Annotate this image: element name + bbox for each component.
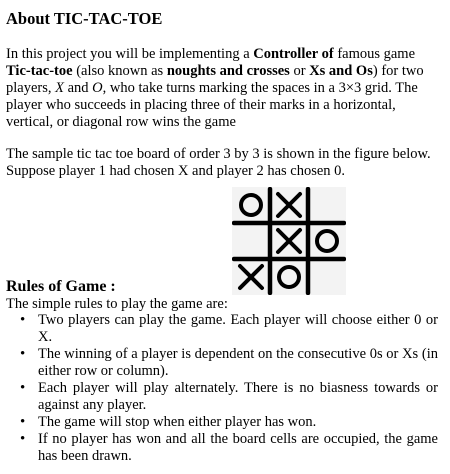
intro-text: or [289, 63, 310, 79]
page-title: About TIC-TAC-TOE [6, 9, 163, 28]
intro-text: , who take turns marking the spaces in a 3×3 grid. The player who succeeds in placing three of their marks in a horizontal, vertical, or diagonal row wins the game [6, 80, 418, 130]
sample-paragraph: The sample tic tac toe board of order 3 by 3 is shown in the figure below. Suppose player 1 had chosen X and player 2 has chosen 0. [6, 146, 431, 179]
intro-paragraph [6, 46, 436, 131]
intro-bold-alias-2: Xs and Os [309, 63, 373, 79]
intro-italic-x: X [55, 80, 64, 96]
list-item: • Each player will play alternately. There is no biasness towards or against any player. [6, 380, 438, 414]
list-item: • If no player has won and all the board cells are occupied, the game has been drawn. [6, 431, 438, 465]
intro-bold-controller: Controller of [253, 46, 334, 62]
intro-text: ) for two players, [6, 63, 424, 96]
list-item: • The game will stop when either player has won. [6, 414, 438, 431]
rules-heading: Rules of Game : [6, 278, 116, 295]
intro-italic-o: O [92, 80, 103, 96]
list-item: • Two players can play the game. Each player will choose either 0 or X. [6, 312, 438, 346]
intro-text: famous game [333, 46, 416, 62]
board-figure [232, 187, 346, 295]
intro-text: and [63, 80, 93, 96]
tic-tac-toe-board [232, 187, 346, 295]
rules-list [6, 312, 438, 465]
intro-text: In this project you will be implementing a [6, 46, 254, 62]
intro-bold-alias: noughts and crosses [166, 63, 290, 79]
intro-text: (also known as [72, 63, 167, 79]
intro-bold-game-name: Tic-tac-toe [6, 63, 73, 79]
rules-intro: The simple rules to play the game are: [6, 296, 228, 312]
list-item: • The winning of a player is dependent on the consecutive 0s or Xs (in either row or column). [6, 346, 438, 380]
